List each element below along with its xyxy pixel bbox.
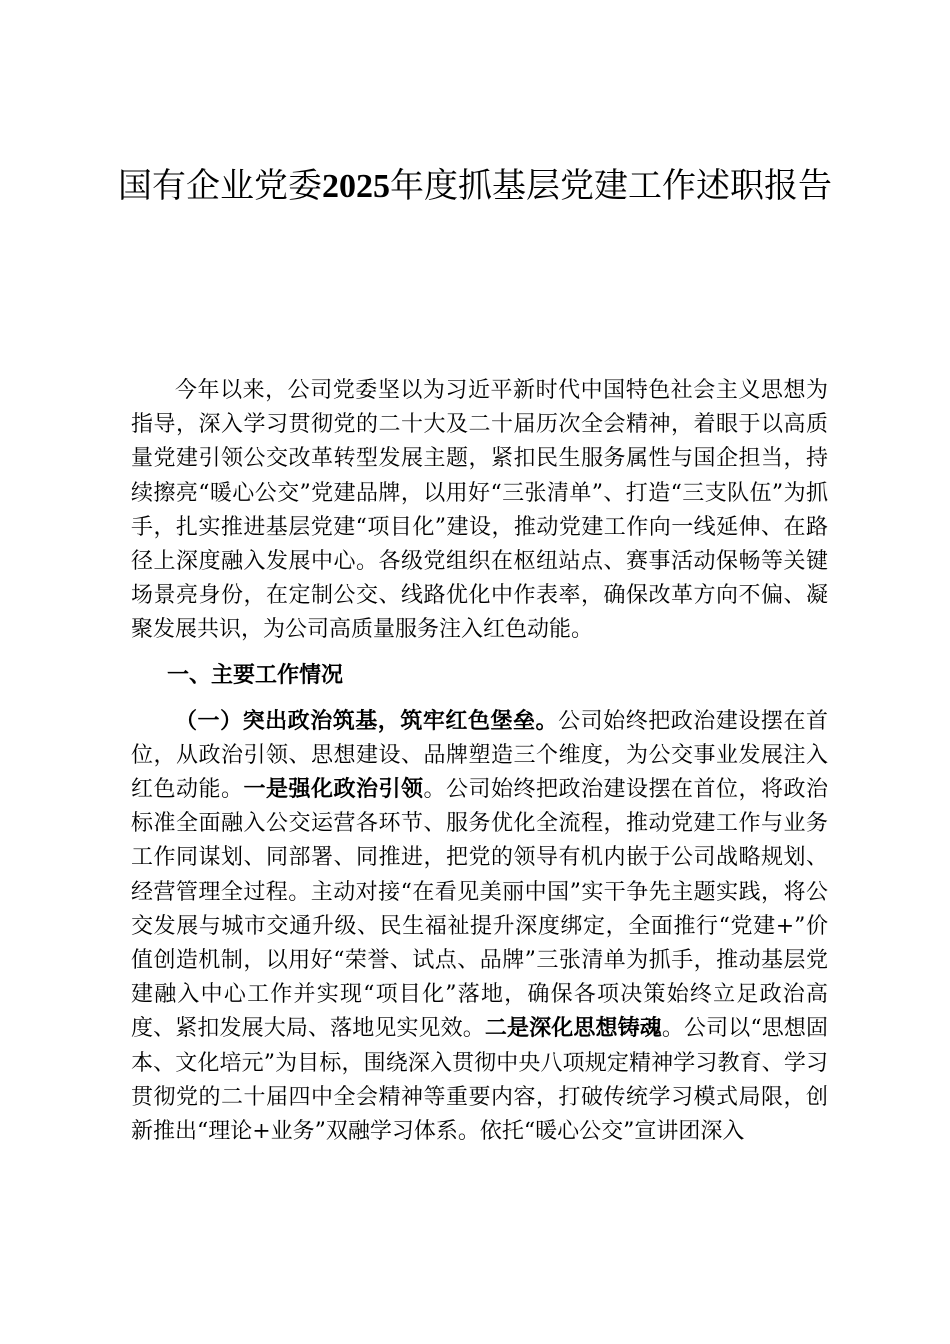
document-body [131,374,828,1149]
intro-text-2: ，着眼于以高质量党建引领公交改革转型发展主题，紧扣民生服务属性与国企担当，持续擦亮“暖心公交”党建品牌，以用好“三张清单”、打造“三支队伍”为抓手，扎实推进基层党建“项目化”建设，推动党建工作向一线延伸、在路径上深度融入发展中心。各级党组织在枢纽站点、赛事活动保畅等关键场景亮身份，在定制公交、线路优化中作表率，确保改革方向不偏、凝聚发展共识，为公司高质量服务注入红色动能。 [131,412,828,643]
subsection-text-2: 。公司始终把政治建设摆在首位，将政治标准全面融入公交运营各环节、服务优化全流程，推动党建工作与业务工作同谋划、同部署、同推进，把党的领导有机内嵌于公司战略规划、经营管理全过程。主动对接“在看见美丽中国”实干争先主题实践，将公交发展与城市交通升级、民生福祉提升深度绑定，全面推行“党建+”价值创造机制，以用好“荣誉、试点、品牌”三张清单为抓手，推动基层党建融入中心工作并实现“项目化”落地，确保各项决策始终立足政治高度、紧扣发展大局、落地见实见效。 [131,777,828,1042]
point-2-heading: 二是深化思想铸魂 [484,1016,662,1042]
point-1-heading: 一是强化政治引领 [243,777,424,803]
intro-highlight: 党的二十大及二十届历次全会精神 [333,412,671,438]
subsection-paragraph [131,705,828,1150]
section-heading: 一、主要工作情况 [167,662,344,688]
subsection-text-3: 。公司以“思想固本、文化培元”为目标，围绕深入贯彻中央八项规定精神学习教育、学习贯彻党的二十届四中全会精神等重要内容，打破传统学习模式局限，创新推出“理论+业务”双融学习体系。依托“暖心公交”宣讲团深入 [131,1016,828,1145]
subsection-heading: （一）突出政治筑基，筑牢红色堡垒。 [175,708,559,734]
title-year: 2025 [322,168,390,205]
intro-text-1: 今年以来，公司党委坚以为习近平新时代中国特色社会主义思想为指导，深入学习贯彻 [131,378,828,438]
subsection-text-1: 公司始终把政治建设摆在首位，从政治引领、思想建设、品牌塑造三个维度，为公交事业发展注入红色动能。 [131,708,828,803]
intro-paragraph [131,374,828,648]
document-title [100,160,850,213]
title-prefix: 国有企业党委 [118,166,322,206]
title-suffix: 年度抓基层党建工作述职报告 [390,166,832,206]
